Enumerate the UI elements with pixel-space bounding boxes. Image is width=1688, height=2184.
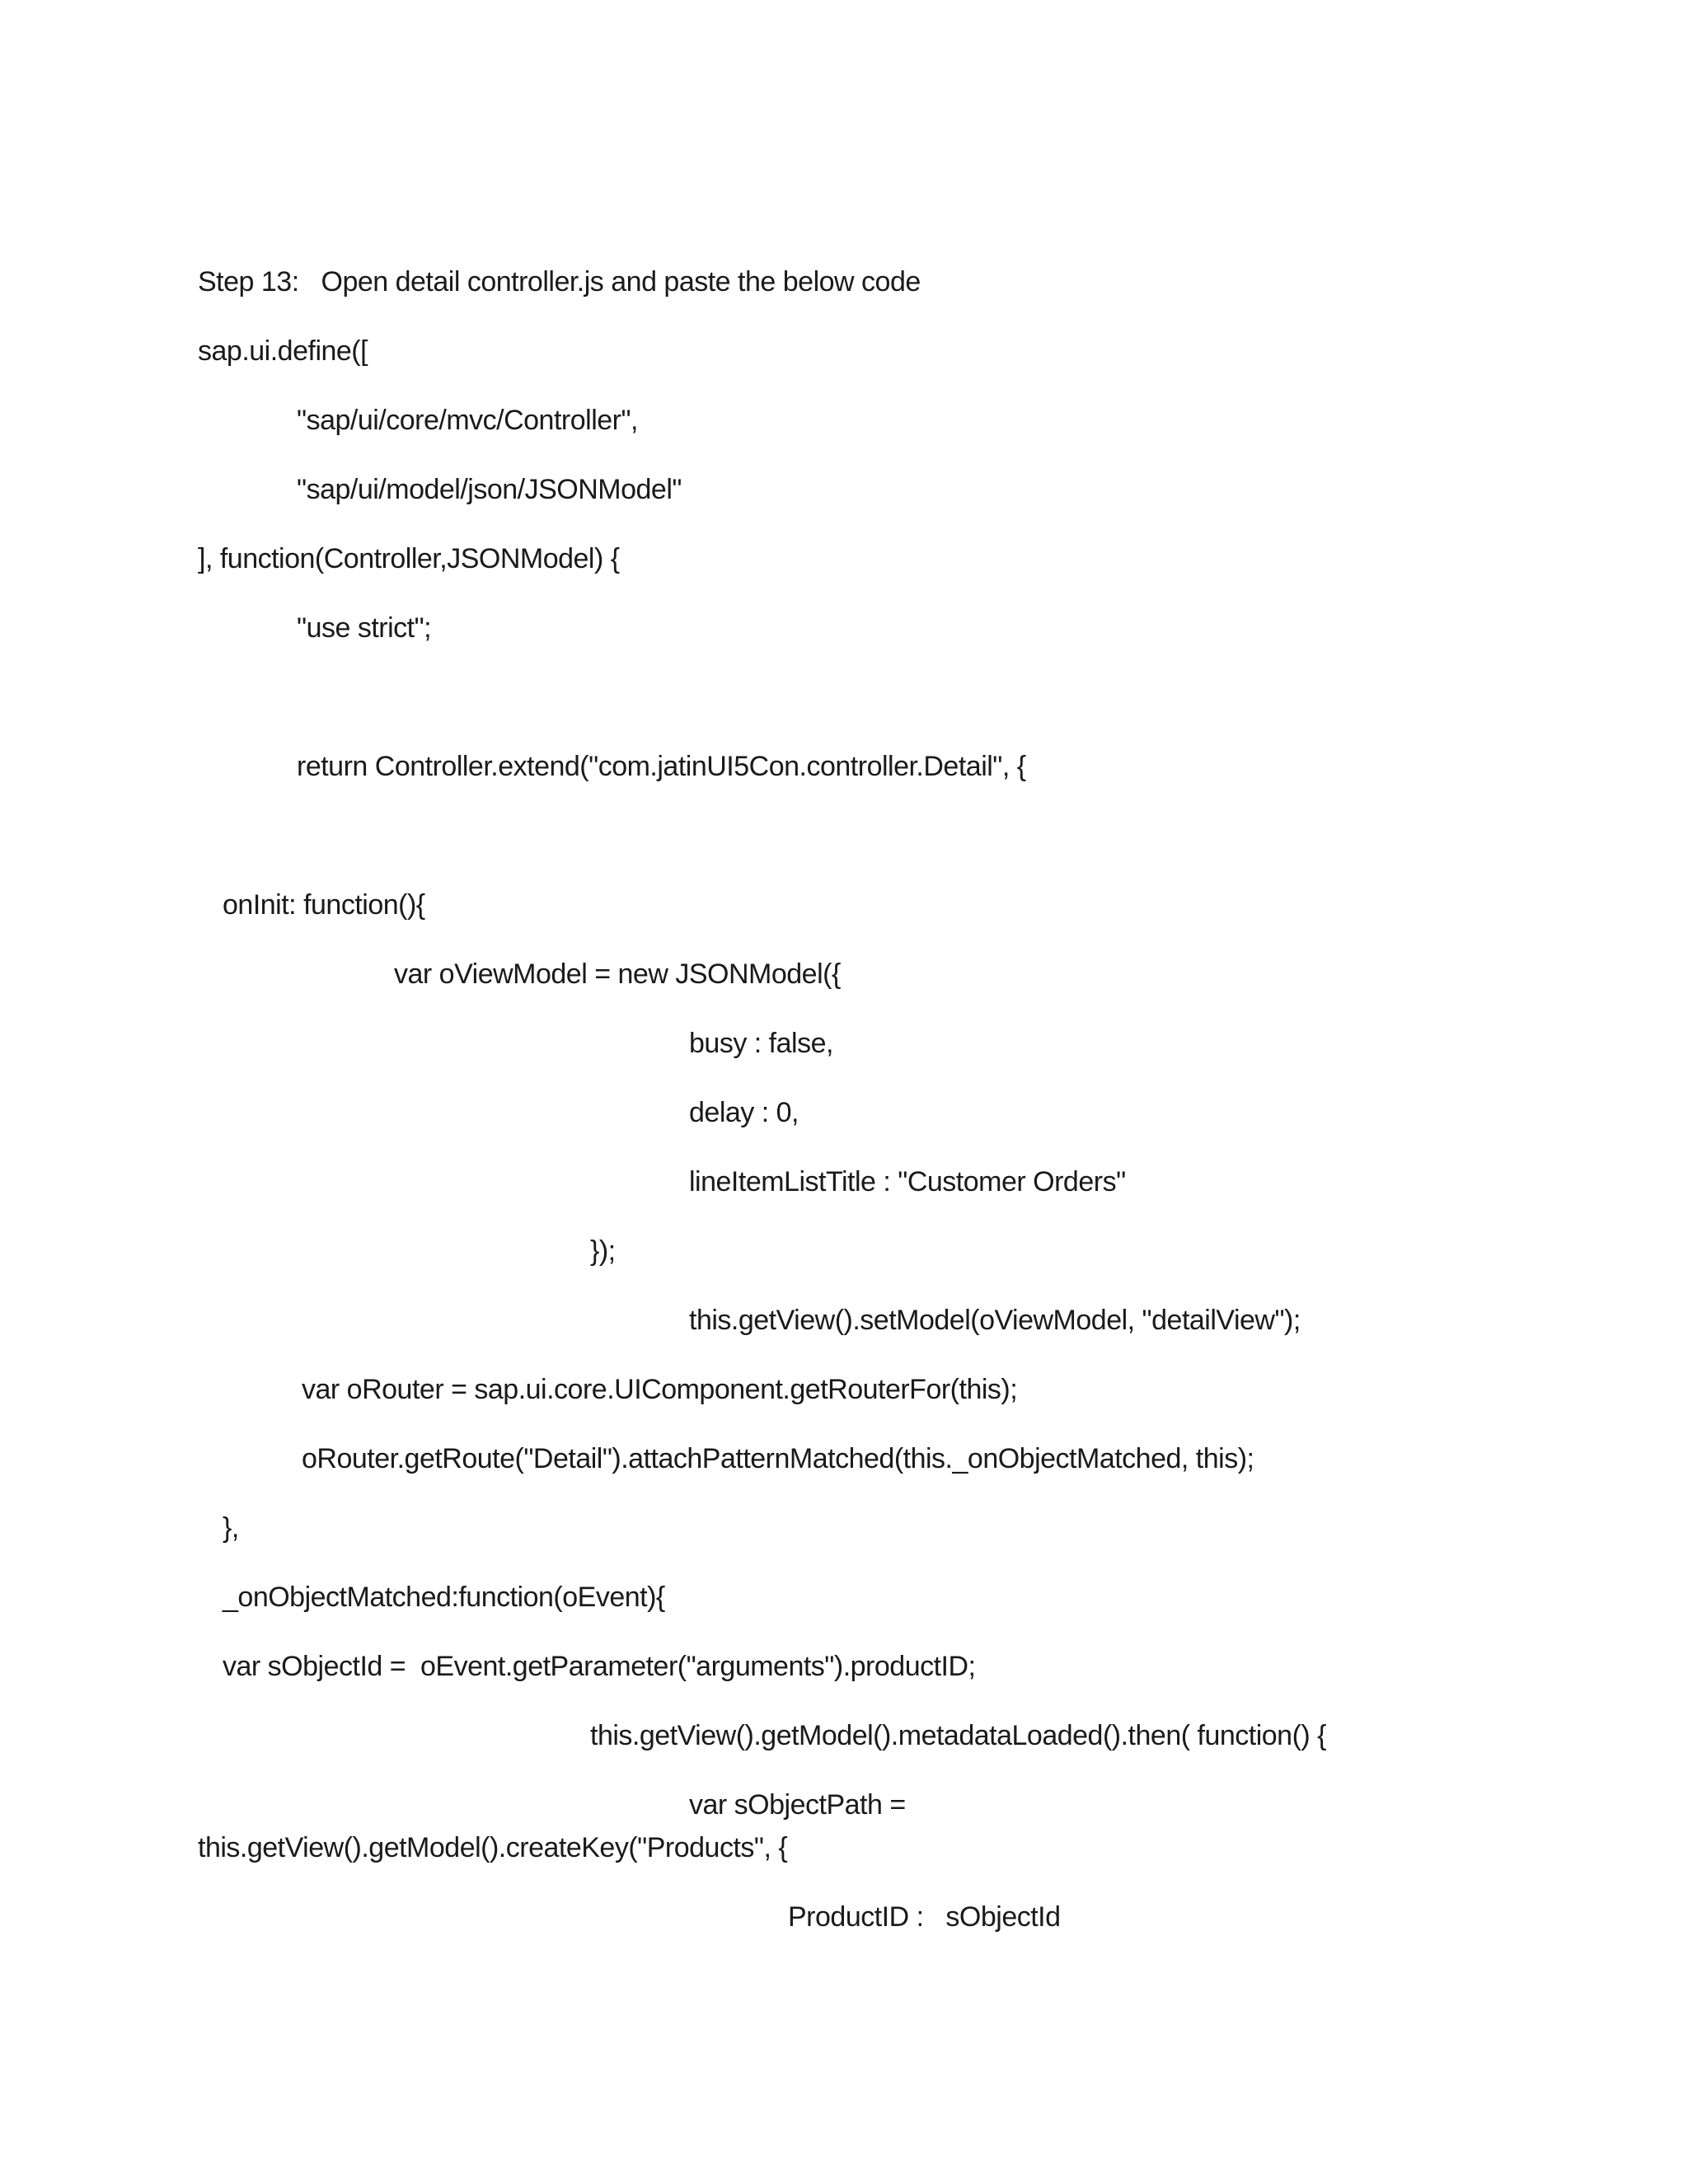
code-line: busy : false,: [689, 1028, 833, 1059]
code-line: },: [223, 1512, 239, 1544]
code-line: sap.ui.define([: [198, 335, 368, 367]
code-line: this.getView().getModel().createKey("Products", {: [198, 1832, 788, 1863]
code-line: ProductID : sObjectId: [788, 1901, 1061, 1933]
code-line: });: [590, 1235, 616, 1267]
code-line: var oRouter = sap.ui.core.UIComponent.getRouterFor(this);: [302, 1374, 1018, 1405]
code-line: this.getView().setModel(oViewModel, "detailView");: [689, 1305, 1301, 1336]
code-line: "sap/ui/model/json/JSONModel": [297, 474, 682, 505]
code-line: this.getView().getModel().metadataLoaded().then( function() {: [590, 1720, 1327, 1751]
code-line: "sap/ui/core/mvc/Controller",: [297, 405, 639, 436]
code-line: ], function(Controller,JSONModel) {: [198, 543, 620, 574]
step-heading: Step 13: Open detail controller.js and paste the below code: [198, 266, 921, 298]
code-line: oRouter.getRoute("Detail").attachPatternMatched(this._onObjectMatched, this);: [302, 1443, 1254, 1474]
code-line: return Controller.extend("com.jatinUI5Con.controller.Detail", {: [297, 751, 1026, 782]
code-line: "use strict";: [297, 612, 432, 644]
code-line: var sObjectPath =: [689, 1789, 906, 1821]
code-line: var sObjectId = oEvent.getParameter("arguments").productID;: [223, 1651, 976, 1682]
code-line: onInit: function(){: [223, 889, 425, 921]
code-line: _onObjectMatched:function(oEvent){: [223, 1582, 665, 1613]
code-line: delay : 0,: [689, 1097, 799, 1128]
code-line: lineItemListTitle : "Customer Orders": [689, 1166, 1126, 1197]
code-line: var oViewModel = new JSONModel({: [394, 958, 841, 990]
